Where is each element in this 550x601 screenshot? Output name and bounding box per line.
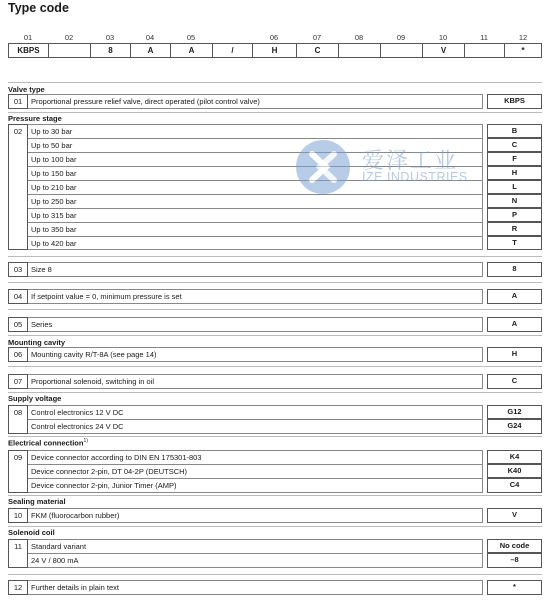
option-row: If setpoint value = 0, minimum pressure is set [28,289,483,304]
type-code-cell: A [170,43,213,58]
divider [8,335,542,336]
position-number: 02 [64,33,74,42]
section-title-mounting-cavity: Mounting cavity [8,338,66,347]
option-code: K40 [487,464,542,478]
option-row: Up to 250 bar [28,194,483,208]
option-row: Further details in plain text [28,580,483,595]
option-row: Up to 210 bar [28,180,483,194]
divider [8,256,542,257]
option-row: FKM (fluorocarbon rubber) [28,508,483,523]
position-number: 05 [186,33,196,42]
option-code: L [487,180,542,194]
position-number: 01 [23,33,33,42]
section-number: 05 [8,317,28,332]
option-row: Up to 150 bar [28,166,483,180]
position-number: 04 [145,33,155,42]
type-code-cell: C [296,43,339,58]
type-code-cell [48,43,91,58]
option-row: Series [28,317,483,332]
section-number: 04 [8,289,28,304]
divider [8,574,542,575]
type-code-cell: A [130,43,171,58]
option-code: R [487,222,542,236]
type-code-cell: 8 [90,43,131,58]
option-row: Up to 350 bar [28,222,483,236]
type-code-cell: * [504,43,542,58]
section-number: 11 [8,539,28,568]
type-code-positions [8,33,542,43]
option-row: Standard variant [28,539,483,553]
option-row: Mounting cavity R/T-8A (see page 14) [28,347,483,362]
type-code-cell: V [422,43,465,58]
option-code: A [487,289,542,304]
option-code: P [487,208,542,222]
section-title-solenoid-coil: Solenoid coil [8,528,55,537]
divider [8,309,542,310]
type-code-separator: / [212,43,253,58]
position-number: 09 [396,33,406,42]
option-code: * [487,580,542,595]
position-number: 07 [312,33,322,42]
option-code: N [487,194,542,208]
divider [8,526,542,527]
section-number: 02 [8,124,28,250]
option-row: Device connector according to DIN EN 175301-803 [28,450,483,464]
type-code-cell: KBPS [8,43,49,58]
watermark-logo-icon [296,140,350,194]
option-code: C4 [487,478,542,493]
option-row: Control electronics 12 V DC [28,405,483,419]
option-row: Up to 315 bar [28,208,483,222]
option-code: C [487,138,542,152]
option-row: Up to 420 bar [28,236,483,250]
section-number: 03 [8,262,28,277]
watermark-logo-mark [296,140,350,194]
position-number: 06 [269,33,279,42]
option-row: 24 V / 800 mA [28,553,483,568]
divider [8,282,542,283]
option-code: A [487,317,542,332]
section-number: 06 [8,347,28,362]
section-title-electrical-connection [8,438,88,448]
option-row: Size 8 [28,262,483,277]
option-code: K4 [487,450,542,464]
option-code: H [487,166,542,180]
section-title-valve-type: Valve type [8,85,45,94]
option-code: G24 [487,419,542,434]
type-code-cell [380,43,423,58]
section-number: 01 [8,94,28,109]
option-row: Up to 100 bar [28,152,483,166]
option-row: Up to 30 bar [28,124,483,138]
option-code: –8 [487,553,542,568]
footnote-marker: 1) [83,438,88,444]
section-number: 08 [8,405,28,434]
position-number: 10 [438,33,448,42]
section-number: 10 [8,508,28,523]
option-code: KBPS [487,94,542,109]
divider [8,392,542,393]
watermark [296,140,516,196]
option-row: Device connector 2-pin, DT 04-2P (DEUTSCH) [28,464,483,478]
section-number: 07 [8,374,28,389]
option-row: Control electronics 24 V DC [28,419,483,434]
option-row: Device connector 2-pin, Junior Timer (AMP) [28,478,483,493]
divider [8,436,542,437]
section-title-sealing-material: Sealing material [8,497,66,506]
position-number: 11 [480,33,488,42]
type-code-row [8,43,542,59]
section-number: 12 [8,580,28,595]
page-title: Type code [8,1,69,15]
option-code: B [487,124,542,138]
divider [8,366,542,367]
section-title-pressure-stage: Pressure stage [8,114,62,123]
option-row: Up to 50 bar [28,138,483,152]
watermark-chinese-text: 爱泽工业 [362,149,459,174]
option-row: Proportional pressure relief valve, direct operated (pilot control valve) [28,94,483,109]
section-title-text: Electrical connection [8,438,84,448]
position-number: 03 [105,33,115,42]
option-code: No code [487,539,542,553]
option-code: H [487,347,542,362]
watermark-english-text: IZE INDUSTRIES [362,170,468,184]
type-code-cell: H [252,43,297,58]
divider [8,495,542,496]
option-code: T [487,236,542,250]
divider [8,82,542,83]
type-code-cell [464,43,505,58]
position-number: 12 [518,33,528,42]
option-code: V [487,508,542,523]
section-title-supply-voltage: Supply voltage [8,394,62,403]
option-code: C [487,374,542,389]
option-row: Proportional solenoid, switching in oil [28,374,483,389]
position-number: 08 [354,33,364,42]
option-code: G12 [487,405,542,419]
option-code: 8 [487,262,542,277]
divider [8,112,542,113]
section-number: 09 [8,450,28,493]
option-code: F [487,152,542,166]
type-code-cell [338,43,381,58]
